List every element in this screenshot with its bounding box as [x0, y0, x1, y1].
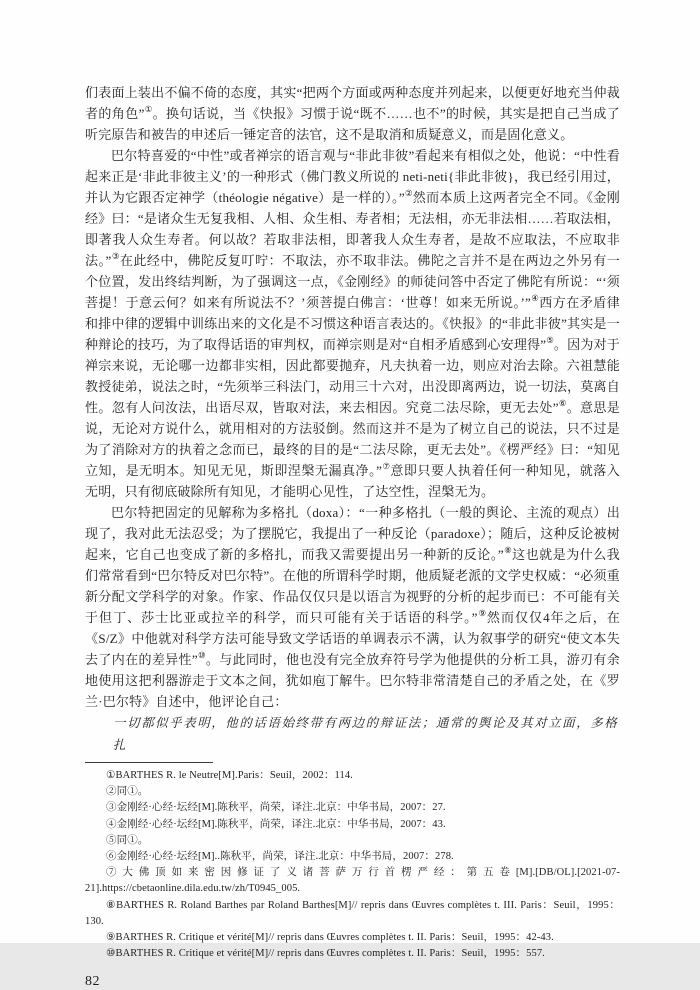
footnote-reference-marker: ① [144, 104, 153, 114]
footnote-reference-marker: ⑥ [558, 398, 567, 408]
footnote-item: ③金刚经·心经·坛经[M].陈秋平，尚荣，译注.北京：中华书局，2007：27. [106, 802, 446, 814]
footnotes-section [85, 768, 620, 962]
body-paragraph: 巴尔特把固定的见解称为多格扎（doxa）：“一种多格扎（一般的舆论、主流的观点）出现了，我对此无法忍受；为了摆脱它，我提出了一种反论（paradoxe）；随后，这种反论被树起来，它自己也变成了新的多格扎，而我又需要提出另一种新的反论。”⑧这也就是为什么我们常常看到“巴尔特反对巴尔特”。在他的所谓科学时期，他质疑老派的文学史权威：“必须重新分配文学科学的对象。作家、作品仅仅只是以语言为视野的分析的起步而已：不可能有关于但丁、莎士比亚或拉辛的科学，而只可能有关于话语的科学。”⑨然而仅仅4年之后，在《S/Z》中他就对科学方法可能导致文学话语的单调表示不满，认为叙事学的研究“使文本失去了内在的差异性”⑩。与此同时，他也没有完全放弃符号学为他提供的分析工具，游刃有余地使用这把利器游走于文本之间，犹如庖丁解牛。巴尔特非常清楚自己的矛盾之处，在《罗兰·巴尔特》自述中，他评论自己： [85, 505, 621, 709]
footnote-item: ①BARTHES R. le Neutre[M].Paris：Seuil，2002：114. [106, 770, 353, 781]
footnote-item: ⑧BARTHES R. Roland Barthes par Roland Barthes[M]// repris dans Œuvres complètes t. III. Paris：Seuil，1995：130. [85, 899, 620, 927]
footnote-reference-marker: ⑦ [382, 461, 391, 471]
footnote-reference-marker: ⑤ [546, 335, 554, 345]
footnote-item: ⑦大佛顶如来密因修证了义诸菩萨万行首楞严经：第五卷[M].[DB/OL].[2021-07-21].https://cbetaonline.dila.edu.tw/zh/T0945_005. [85, 867, 620, 895]
footnote-reference-marker: ③ [111, 251, 120, 261]
footnote-reference-marker: ⑩ [197, 650, 206, 660]
footnote-separator [85, 762, 213, 763]
footnote-item: ④金刚经·心经·坛经[M].陈秋平，尚荣，译注.北京：中华书局，2007：43. [106, 818, 446, 830]
footnote-item: ⑤同①。 [106, 834, 149, 846]
footnote-reference-marker: ④ [531, 293, 540, 303]
block-quote: 一切都似乎表明，他的话语始终带有两边的辩证法；通常的舆论及其对立面，多格扎 [113, 716, 618, 752]
page-number: 82 [85, 974, 100, 990]
footnote-item: ⑥金刚经·心经·坛经[M]..陈秋平，尚荣，译注.北京：中华书局，2007：278. [106, 851, 454, 863]
body-paragraph: 巴尔特喜爱的“中性”或者禅宗的语言观与“非此非彼”看起来有相似之处，他说：“中性看起来正是‘非此非彼主义’的一种形式（佛门教义所说的 neti-neti{非此非彼}，我已经引用过，并认为它跟否定神学（théologie négative）是一样的）。”②然而本质上这两者完全不同。《金刚经》曰：“是诸众生无复我相、人相、众生相、寿者相；无法相，亦无非法相……若取法相，即著我人众生寿者。何以故？若取非法相，即著我人众生寿者，是故不应取法，不应取非法。”③在此经中，佛陀反复叮咛：不取法，亦不取非法。佛陀之言并不是在两边之外另有一个位置，发出终结判断，为了强调这一点，《金刚经》的师徒问答中否定了佛陀有所说：“‘须菩提！于意云何？如来有所说法不？’须菩提白佛言：‘世尊！如来无所说。’”④西方在矛盾律和排中律的逻辑中训练出来的文化是不习惯这种语言表达的。《快报》的“非此非彼”其实是一种辩论的技巧，为了取得话语的审判权，而禅宗则是对“自相矛盾感到心安理得”⑤。因为对于禅宗来说，无论哪一边都非实相，因此都要抛弃，凡夫执着一边，则应对治去除。六祖慧能教授徒弟，说法之时，“先须举三科法门，动用三十六对，出没即离两边，说一切法，莫离自性。忽有人问汝法，出语尽双，皆取对法，来去相因。究竟二法尽除，更无去处”⑥。意思是说，无论对方说什么，就用相对的方法驳倒。然而这并不是为了树立自己的说法，只不过是为了消除对方的执着之念而已，最终的目的是“二法尽除，更无去处”。《楞严经》曰：“知见立知，是无明本。知见无见，斯即涅槃无漏真净。”⑦意即只要人执着任何一种知见，就落入无明，只有彻底破除所有知见，才能明心见性，了达空性，涅槃无为。 [85, 148, 620, 499]
body-paragraph: 们表面上装出不偏不倚的态度，其实“把两个方面或两种态度并列起来，以便更好地充当仲裁者的角色”①。换句话说，当《快报》习惯于说“既不……也不”的时候，其实是把自己当成了听完原告和被告的申述后一锤定音的法官，这不是取消和质疑意义，而是固化意义。 [85, 85, 620, 142]
footnote-reference-marker: ② [404, 188, 413, 198]
article-body [85, 82, 620, 756]
footnote-reference-marker: ⑨ [477, 608, 487, 618]
footnote-item: ②同①。 [106, 786, 149, 798]
footnote-item: ⑩BARTHES R. Critique et vérité[M]// repris dans Œuvres complètes t. II. Paris：Seuil，1995：557. [106, 948, 545, 960]
footnote-item: ⑨BARTHES R. Critique et vérité[M]// repris dans Œuvres complètes t. II. Paris：Seuil，1995：42-43. [106, 932, 554, 944]
footnote-reference-marker: ⑧ [503, 545, 513, 555]
